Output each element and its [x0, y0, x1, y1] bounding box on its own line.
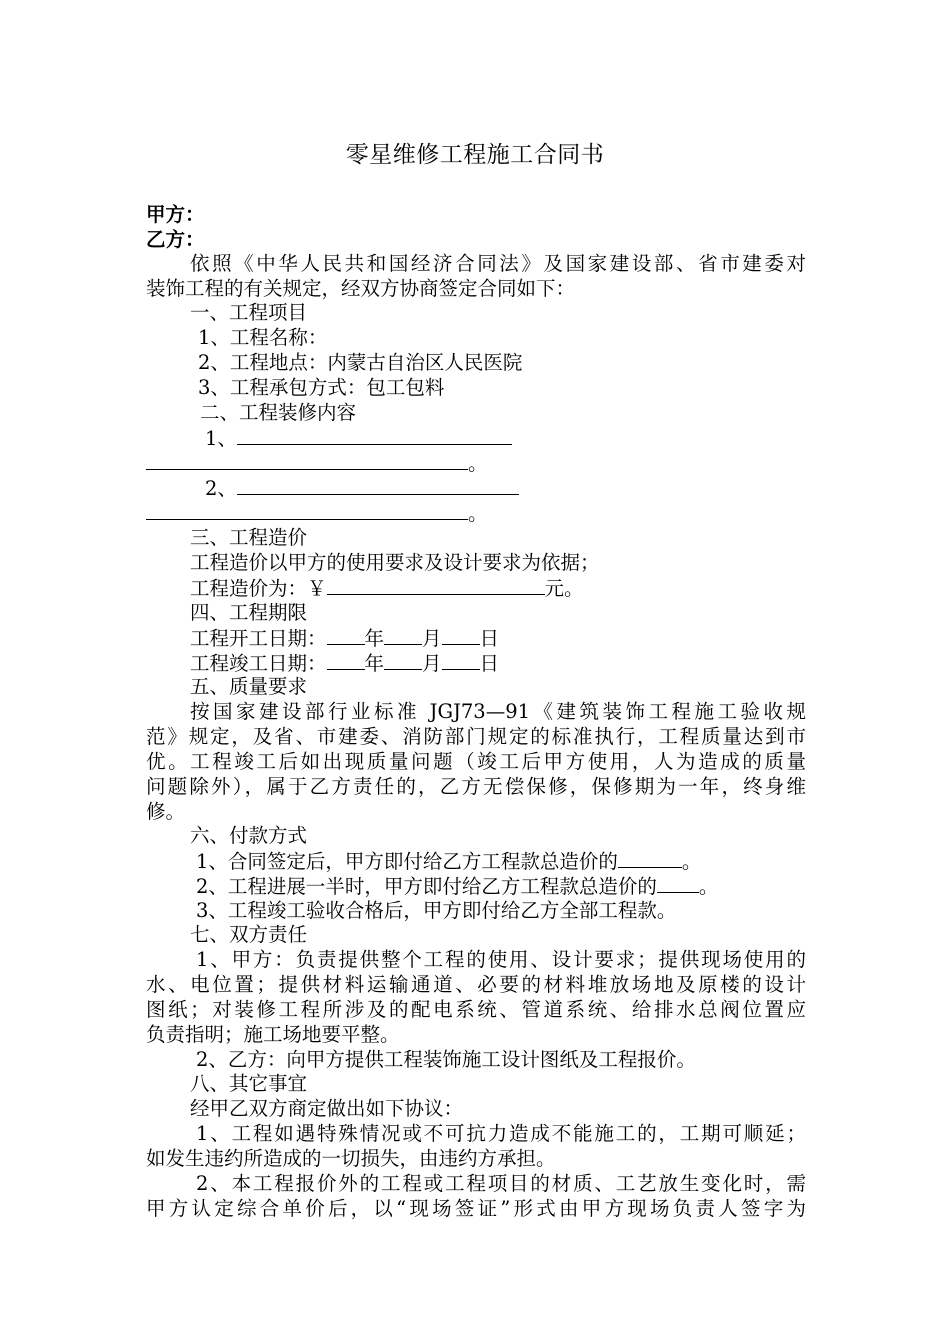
- party-a-label: 甲方：: [146, 203, 205, 226]
- decoration-item-2-cont: 。: [146, 500, 488, 526]
- quality-line-4: 问题除外），属于乙方责任的，乙方无偿保修，保修期为一年，终身维: [146, 775, 806, 798]
- payment-item-2: 2、工程进展一半时，甲方即付给乙方工程款总造价的 。: [196, 875, 719, 898]
- other-line-4: 甲方认定综合单价后，以“现场签证”形式由甲方现场负责人签字为: [146, 1197, 806, 1220]
- party-a-duty-3: 图纸；对装修工程所涉及的配电系统、管道系统、给排水总阀位置应: [146, 998, 806, 1021]
- party-a-duty-1: 1、甲方：负责提供整个工程的使用、设计要求；提供现场使用的: [196, 948, 806, 971]
- party-a-duty-2: 水、电位置；提供材料运输通道、必要的材料堆放场地及原楼的设计: [146, 973, 806, 996]
- quality-line-2: 范》规定，及省、市建委、消防部门规定的标准执行，工程质量达到市: [146, 725, 806, 748]
- section-1-heading: 一、工程项目: [190, 301, 308, 324]
- section-6-heading: 六、付款方式: [190, 824, 308, 847]
- party-a-duty-4: 负责指明；施工场地要平整。: [146, 1023, 400, 1046]
- other-intro: 经甲乙双方商定做出如下协议：: [190, 1097, 464, 1120]
- blank-line: [146, 500, 468, 520]
- decoration-item-1-cont: 。: [146, 450, 488, 476]
- blank-line: [237, 425, 512, 445]
- payment-item-1: 1、合同签定后，甲方即付给乙方工程款总造价的 。: [196, 850, 702, 873]
- section-2-heading: 二、工程装修内容: [200, 401, 357, 424]
- contract-mode: 3、工程承包方式：包工包料: [198, 376, 445, 399]
- project-location: 2、工程地点：内蒙古自治区人民医院: [198, 351, 523, 374]
- decoration-item-1: [205, 425, 512, 451]
- section-8-heading: 八、其它事宜: [190, 1072, 308, 1095]
- section-5-heading: 五、质量要求: [190, 675, 308, 698]
- blank-line: [146, 450, 468, 470]
- other-line-1: 1、工程如遇特殊情况或不可抗力造成不能施工的，工期可顺延；: [196, 1122, 806, 1145]
- section-4-heading: 四、工程期限: [190, 601, 308, 624]
- start-date: 工程开工日期： 年 月 日: [190, 627, 500, 650]
- project-name: 1、工程名称：: [198, 326, 328, 349]
- decoration-item-2: [205, 475, 519, 501]
- party-b-label: 乙方：: [146, 228, 205, 251]
- quality-line-5: 修。: [146, 800, 186, 823]
- document-title: 零星维修工程施工合同书: [345, 142, 605, 168]
- cost-amount: 工程造价为：￥ 元。: [190, 577, 584, 600]
- section-7-heading: 七、双方责任: [190, 923, 308, 946]
- blank-line: [237, 475, 519, 495]
- quality-line-3: 优。工程竣工后如出现质量问题（竣工后甲方使用，人为造成的质量: [146, 750, 806, 773]
- other-line-2: 如发生违约所造成的一切损失，由违约方承担。: [146, 1147, 556, 1170]
- item-number: 1、: [205, 427, 237, 450]
- intro-line-2: 装饰工程的有关规定，经双方协商签定合同如下：: [146, 277, 576, 300]
- other-line-3: 2、本工程报价外的工程或工程项目的材质、工艺放生变化时，需: [196, 1172, 806, 1195]
- cost-basis: 工程造价以甲方的使用要求及设计要求为依据；: [190, 551, 600, 574]
- quality-line-1: 按国家建设部行业标准 JGJ73—91《建筑装饰工程施工验收规: [190, 700, 806, 723]
- blank-line: [327, 575, 545, 595]
- item-number: 2、: [205, 477, 237, 500]
- section-3-heading: 三、工程造价: [190, 526, 308, 549]
- finish-date: 工程竣工日期： 年 月 日: [190, 652, 500, 675]
- payment-item-3: 3、工程竣工验收合格后，甲方即付给乙方全部工程款。: [196, 899, 677, 922]
- party-b-duty: 2、乙方：向甲方提供工程装饰施工设计图纸及工程报价。: [196, 1048, 696, 1071]
- intro-line-1: 依照《中华人民共和国经济合同法》及国家建设部、省市建委对: [190, 252, 806, 275]
